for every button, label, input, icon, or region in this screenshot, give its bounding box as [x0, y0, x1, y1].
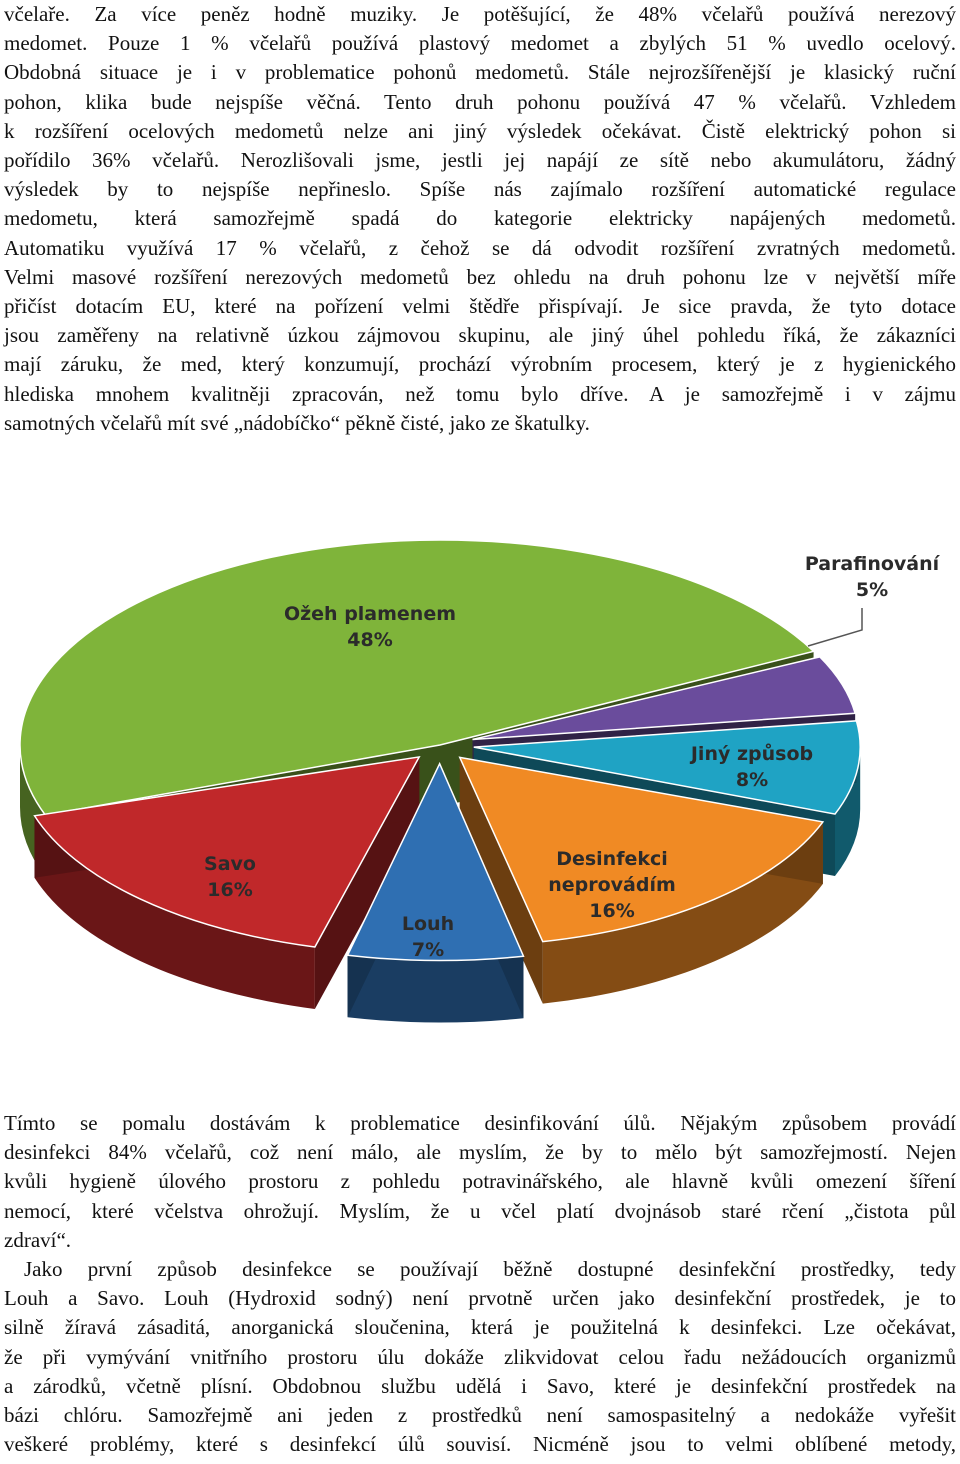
text-line: Louh a Savo. Louh (Hydroxid sodný) není prvotně určen jako desinfekční prostředek, je to [4, 1286, 956, 1311]
text-line: a zárodků, včetně plísní. Obdobnou službu udělá i Savo, které je desinfekční prostředek na [4, 1373, 956, 1398]
text-line: nemocí, které včelstva ohrožují. Myslím, že u včel platí dvojnásob staré rčení „čistota půl [4, 1198, 956, 1223]
text-line: jsou zaměřeny na relativně úzkou zájmovou skupinu, ale jiný úhel pohledu říká, že zákazníci [4, 323, 956, 348]
text-line: k rozšíření ocelových medometů nelze ani jiný výsledek očekávat. Čistě elektrický pohon si [4, 118, 956, 143]
text-line: že při vymývání vnitřního prostoru úlu dokáže zlikvidovat celou řadu nežádoucích organizmů [4, 1344, 956, 1369]
pie-chart-svg [0, 470, 960, 1110]
text-line: Obdobná situace je i v problematice pohonů medometů. Stále nejrozšířenější je klasický ruční [4, 60, 956, 85]
leader-line [808, 608, 862, 646]
pie-slice-side [348, 955, 524, 1022]
text-line: hlediska mnohem kvalitněji zpracován, než tomu bylo dříve. A je samozřejmě i v zájmu [4, 381, 956, 406]
text-line: samotných včelařů mít své „nádobíčko“ pěkně čisté, jako ze škatulky. [4, 410, 590, 435]
bottom-paragraph-2 [4, 1255, 956, 1459]
top-paragraph [4, 0, 956, 438]
text-line: včelaře. Za více peněz hodně muziky. Je potěšující, že 48% včelařů používá nerezový [4, 2, 956, 26]
text-line: veškeré problémy, které s desinfekcí úlů souvisí. Nicméně jsou to velmi oblíbené metody, [4, 1432, 956, 1457]
pie-chart [0, 470, 960, 1110]
text-line: výsledek by to nejspíše nepřineslo. Spíše nás zajímalo rozšíření automatické regulace [4, 177, 956, 202]
text-line: silně žíravá zásaditá, anorganická sloučenina, která je použitelná k desinfekci. Lze očekávat, [4, 1315, 956, 1340]
text-line: Velmi masové rozšíření nerezových medometů bez ohledu na druh pohonu lze v největší míře [4, 264, 956, 289]
slice-label: Desinfekci neprovádím 16% [548, 848, 676, 922]
text-line: medomet. Pouze 1 % včelařů používá plastový medomet a zbylých 51 % uvedlo ocelový. [4, 31, 956, 56]
text-line: desinfekci 84% včelařů, což není málo, ale myslím, že by to mělo být samozřejmostí. Nejen [4, 1140, 956, 1165]
slice-label: Savo 16% [204, 853, 256, 901]
text-line: pohon, klika bude nejspíše věčná. Tento druh pohonu používá 47 % včelařů. Vzhledem [4, 89, 956, 114]
slice-label: Jiný způsob 8% [690, 743, 814, 791]
text-line: bázi chlóru. Samozřejmě ani jeden z prostředků není samospasitelný a nedokáže vyřešit [4, 1403, 956, 1428]
text-line: mají záruku, že med, který konzumují, prochází výrobním procesem, který je z hygienického [4, 352, 956, 377]
text-line: pořídilo 36% včelařů. Nerozlišovali jsme, jestli jej napájí ze sítě nebo akumulátoru, žádný [4, 148, 956, 173]
bottom-paragraph-1 [4, 1109, 956, 1255]
text-line: Tímto se pomalu dostávám k problematice desinfikování úlů. Nějakým způsobem provádí [4, 1111, 956, 1135]
slice-label: Louh 7% [401, 913, 455, 961]
text-line: Jako první způsob desinfekce se používají běžně dostupné desinfekční prostředky, tedy [24, 1257, 956, 1282]
text-line: kvůli hygieně úlového prostoru z pohledu potravinářského, ale hlavně kvůli omezení šíření [4, 1169, 956, 1194]
text-line: přičíst dotacím EU, které na pořízení velmi štědře přispívají. Je sice pravda, že tyto dotace [4, 294, 956, 319]
slice-label: Ožeh plamenem 48% [283, 603, 457, 651]
text-line: zdraví“. [4, 1227, 72, 1252]
bottom-paragraphs [4, 1109, 956, 1459]
text-line: medometu, která samozřejmě spadá do kategorie elektricky napájených medometů. [4, 206, 956, 231]
slice-label: Parafinování 5% [804, 553, 940, 601]
text-line: Automatiku využívá 17 % včelařů, z čehož se dá odvodit rozšíření zvratných medometů. [4, 235, 956, 260]
